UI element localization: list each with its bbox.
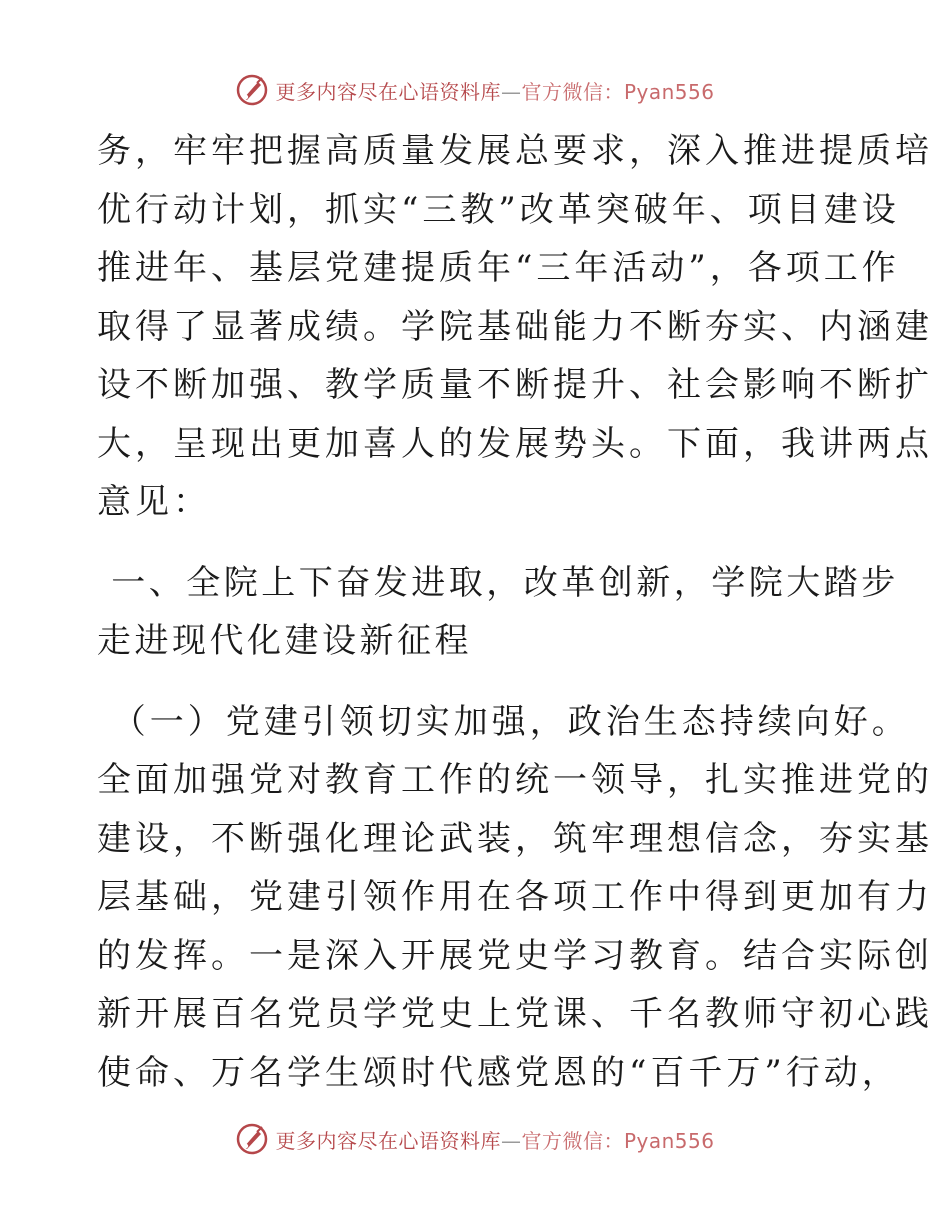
text-line: 意见： <box>97 482 211 522</box>
paragraph-party-building <box>97 693 933 1103</box>
section-heading <box>97 554 899 671</box>
text-line: 层基础，党建引领作用在各项工作中得到更加有力 <box>97 877 933 917</box>
text-line: 全面加强党对教育工作的统一领导，扎实推进党的 <box>97 760 933 800</box>
text-line: 大，呈现出更加喜人的发展势头。下面，我讲两点 <box>97 423 933 464</box>
text-line: 新开展百名党员学党史上党课、千名教师守初心践 <box>97 994 933 1034</box>
banner-text: 更多内容尽在心语资料库—官方微信：Pyan556 <box>275 79 715 104</box>
text-line: 设不断加强、教学质量不断提升、社会影响不断扩 <box>97 365 933 405</box>
subheading-line: （一）党建引领切实加强，政治生态持续向好。 <box>97 701 910 742</box>
text-line: 取得了显著成绩。学院基础能力不断夯实、内涵建 <box>97 306 933 347</box>
heading-line: 走进现代化建设新征程 <box>97 621 472 661</box>
header-banner <box>0 70 950 110</box>
footer-banner <box>0 1119 950 1159</box>
text-line: 优行动计划，抓实“三教”改革突破年、项目建设 <box>97 189 900 230</box>
text-line: 推进年、基层党建提质年“三年活动”，各项工作 <box>97 248 900 288</box>
text-line: 的发挥。一是深入开展党史学习教育。结合实际创 <box>97 935 933 976</box>
quill-pen-seal-icon <box>235 73 269 107</box>
text-line: 务，牢牢把握高质量发展总要求，深入推进提质培 <box>97 131 933 171</box>
heading-line: 一、全院上下奋发进取，改革创新，学院大踏步 <box>97 562 899 603</box>
document-body <box>97 122 933 1102</box>
banner-text: 更多内容尽在心语资料库—官方微信：Pyan556 <box>275 1128 715 1153</box>
quill-pen-seal-icon <box>235 1122 269 1156</box>
text-line: 建设，不断强化理论武装，筑牢理想信念，夯实基 <box>97 818 933 859</box>
text-line: 使命、万名学生颂时代感党恩的“百千万”行动， <box>97 1052 900 1093</box>
paragraph-intro <box>97 122 933 532</box>
